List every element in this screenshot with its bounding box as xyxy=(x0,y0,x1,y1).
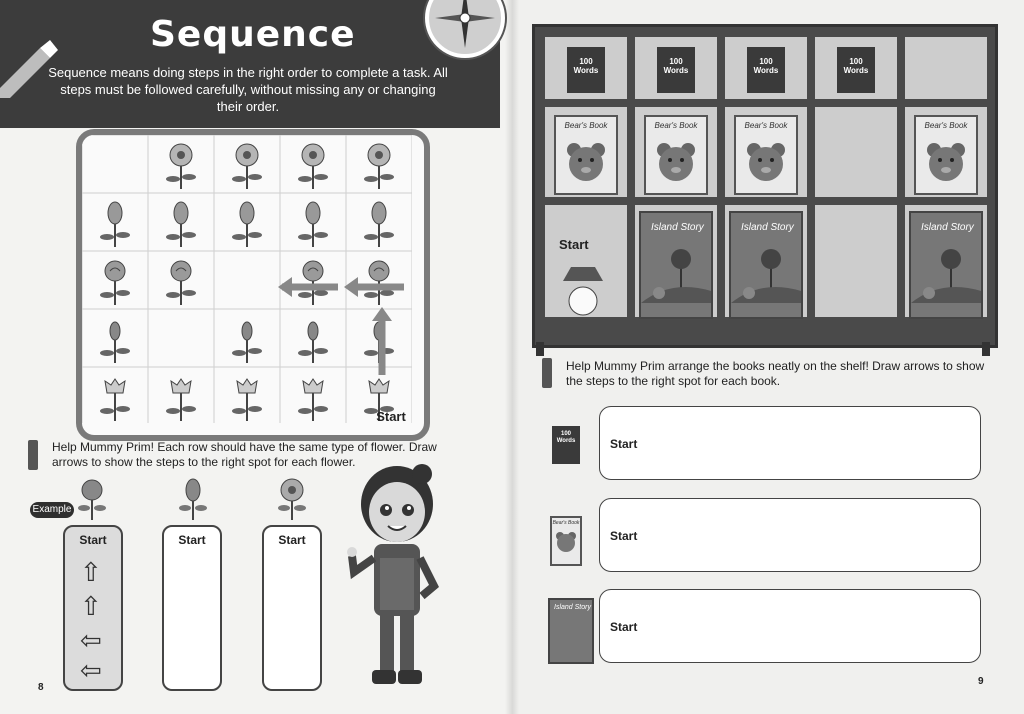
bears-book-title: Bear's Book xyxy=(924,121,968,130)
daisy-flower-icon xyxy=(274,476,310,522)
tulip-start-label: Start xyxy=(178,533,206,547)
answer-column-tulip[interactable] xyxy=(162,525,222,691)
shelf-start-label: Start xyxy=(559,237,589,252)
answer-box-island-story[interactable] xyxy=(599,589,981,663)
compass-icon xyxy=(425,0,505,58)
shelf-cell xyxy=(815,107,897,197)
island-story-title: Island Story xyxy=(741,222,794,233)
island-story-book xyxy=(729,211,803,319)
left-instruction-pencil-icon xyxy=(28,440,38,470)
answer-start-label: Start xyxy=(610,620,638,634)
island-story-book xyxy=(639,211,713,319)
answer-column-daisy[interactable] xyxy=(262,525,322,691)
bears-book xyxy=(644,115,708,195)
arrow-up-icon: ⇧ xyxy=(80,557,102,587)
grid-cell xyxy=(82,135,148,193)
answer-start-label: Start xyxy=(610,437,638,451)
hundred-words-book-icon: 100 Words xyxy=(552,426,580,464)
arrow-left-icon: ⇦ xyxy=(80,655,102,685)
right-instruction-pencil-icon xyxy=(542,358,552,388)
palm-flower-icon xyxy=(641,233,711,303)
bears-book-icon-title: Bear's Book xyxy=(552,520,580,526)
shelf-cell xyxy=(905,37,987,99)
lamp-icon xyxy=(553,265,613,322)
rose-flower-icon xyxy=(74,476,110,522)
palm-flower-icon xyxy=(911,233,981,303)
arrow-left-icon: ⇦ xyxy=(80,625,102,655)
bear-icon xyxy=(916,130,976,186)
grid-cell xyxy=(148,309,214,367)
intro-text: Sequence means doing steps in the right order to complete a task. All steps must be followed carefully, without missing any or changing their order. xyxy=(48,65,448,114)
hundred-words-book: 100 Words xyxy=(747,47,785,93)
mummy-prim-illustration xyxy=(342,462,452,692)
bears-book-title: Bear's Book xyxy=(564,121,608,130)
arrow-up-icon: ⇧ xyxy=(80,591,102,621)
bears-book xyxy=(914,115,978,195)
bears-book xyxy=(734,115,798,195)
answer-box-hundred-words[interactable] xyxy=(599,406,981,480)
island-story-book xyxy=(909,211,983,319)
right-page xyxy=(512,0,1024,714)
right-instruction: Help Mummy Prim arrange the books neatly on the shelf! Draw arrows to show the steps to the right spot for each book. xyxy=(566,359,985,388)
example-column xyxy=(63,525,123,691)
island-story-book-icon xyxy=(548,598,594,664)
island-story-icon-title: Island Story xyxy=(554,604,591,611)
bears-book-icon xyxy=(550,516,582,566)
page-number-left: 8 xyxy=(38,682,44,693)
bears-book-title: Bear's Book xyxy=(654,121,698,130)
bears-book xyxy=(554,115,618,195)
bear-icon xyxy=(556,130,616,186)
shelf-leg xyxy=(536,342,544,356)
bear-icon xyxy=(736,130,796,186)
answer-box-bears-book[interactable] xyxy=(599,498,981,572)
answer-start-label: Start xyxy=(610,529,638,543)
example-start-label: Start xyxy=(79,533,107,547)
hundred-words-book: 100 Words xyxy=(657,47,695,93)
palm-flower-icon xyxy=(731,233,801,303)
flower-grid xyxy=(76,129,430,441)
tulip-flower-icon xyxy=(175,476,211,522)
flower-grid-drawing xyxy=(82,135,412,423)
bookshelf xyxy=(532,24,998,348)
shelf-cell xyxy=(815,205,897,317)
hundred-words-book: 100 Words xyxy=(837,47,875,93)
bookshelf-cells xyxy=(545,37,985,317)
bears-book-title: Bear's Book xyxy=(744,121,788,130)
left-instruction: Help Mummy Prim! Each row should have the same type of flower. Draw arrows to show the steps to the right spot for each flower. xyxy=(52,440,437,469)
island-story-title: Island Story xyxy=(921,222,974,233)
bear-icon xyxy=(646,130,706,186)
example-tag: Example xyxy=(30,502,74,518)
grid-start-label: Start xyxy=(376,409,406,424)
grid-cell xyxy=(214,251,280,309)
book-spine xyxy=(505,0,519,714)
page-title: Sequence xyxy=(150,14,356,55)
shelf-leg xyxy=(982,342,990,356)
bear-icon xyxy=(552,526,580,556)
daisy-start-label: Start xyxy=(278,533,306,547)
hundred-words-book: 100 Words xyxy=(567,47,605,93)
island-story-title: Island Story xyxy=(651,222,704,233)
page-number-right: 9 xyxy=(978,676,984,687)
